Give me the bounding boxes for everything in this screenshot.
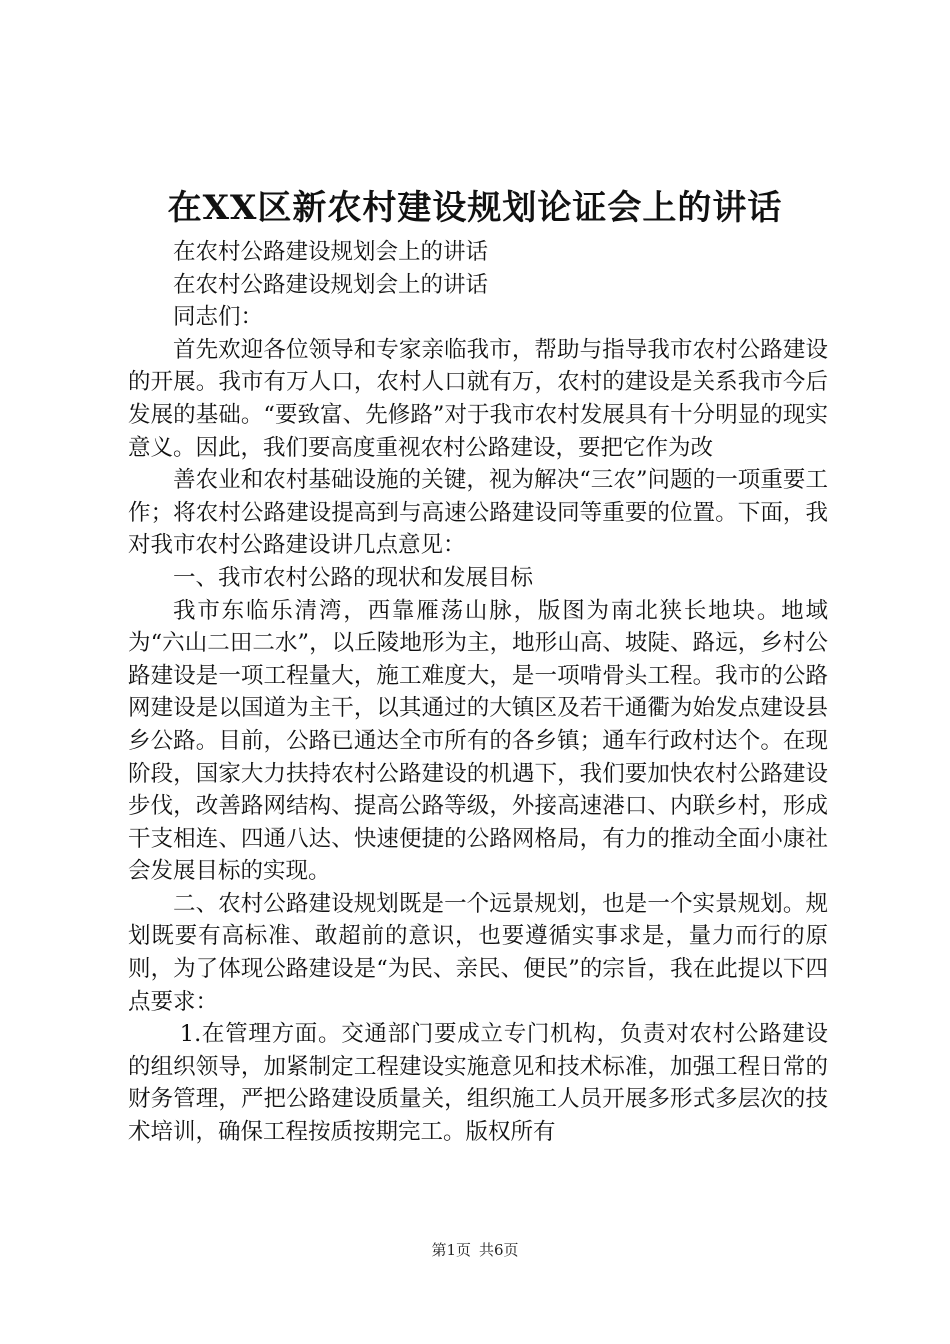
section-heading: 一、我市农村公路的现状和发展目标 [173,564,534,591]
body-paragraph: 二、农村公路建设规划既是一个远景规划，也是一个实景规划。规划既要有高标准、敢超前的意识，也要遵循实事求是，量力而行的原则，为了体现公路建设是“为民、亲民、便民”的宗旨，我在此提以下四点要求： [128,890,828,1015]
body-paragraph: 我市东临乐清湾，西靠雁荡山脉，版图为南北狭长地块。地域为“六山二田二水”，以丘陵地形为主，地形山高、坡陡、路远，乡村公路建设是一项工程量大，施工难度大，是一项啃骨头工程。我市的公路网建设是以国道为主干，以其通过的大镇区及若干通衢为始发点建设县乡公路。目前，公路已通达全市所有的各乡镇；通车行政村达个。在现阶段，国家大力扶持农村公路建设的机遇下，我们要加快农村公路建设步伐，改善路网结构、提高公路等级，外接高速港口、内联乡村，形成干支相连、四通八达、快速便捷的公路网格局，有力的推动全面小康社会发展目标的实现。 [128,597,828,885]
subtitle-line: 在农村公路建设规划会上的讲话 [173,271,489,298]
document-title: 在XX区新农村建设规划论证会上的讲话 [167,188,783,228]
document-body [128,236,828,1149]
page-total: 共6页 [479,1241,519,1259]
body-paragraph: 首先欢迎各位领导和专家亲临我市，帮助与指导我市农村公路建设的开展。我市有万人口，农村人口就有万，农村的建设是关系我市今后发展的基础。“要致富、先修路”对于我市农村发展具有十分明显的现实意义。因此，我们要高度重视农村公路建设，要把它作为改 [128,336,828,461]
body-paragraph: 善农业和农村基础设施的关键，视为解决“三农”问题的一项重要工作；将农村公路建设提高到与高速公路建设同等重要的位置。下面，我对我市农村公路建设讲几点意见： [128,467,828,559]
salutation: 同志们： [173,304,264,331]
page-footer [0,1240,950,1260]
subtitle-line: 在农村公路建设规划会上的讲话 [173,239,489,265]
list-item: 1.在管理方面。交通部门要成立专门机构，负责对农村公路建设的组织领导，加紧制定工程建设实施意见和技术标准，加强工程日常的财务管理，严把公路建设质量关，组织施工人员开展多形式多层次的技术培训，确保工程按质按期完工。版权所有 [128,1021,828,1146]
page-number: 第1页 [431,1241,471,1259]
